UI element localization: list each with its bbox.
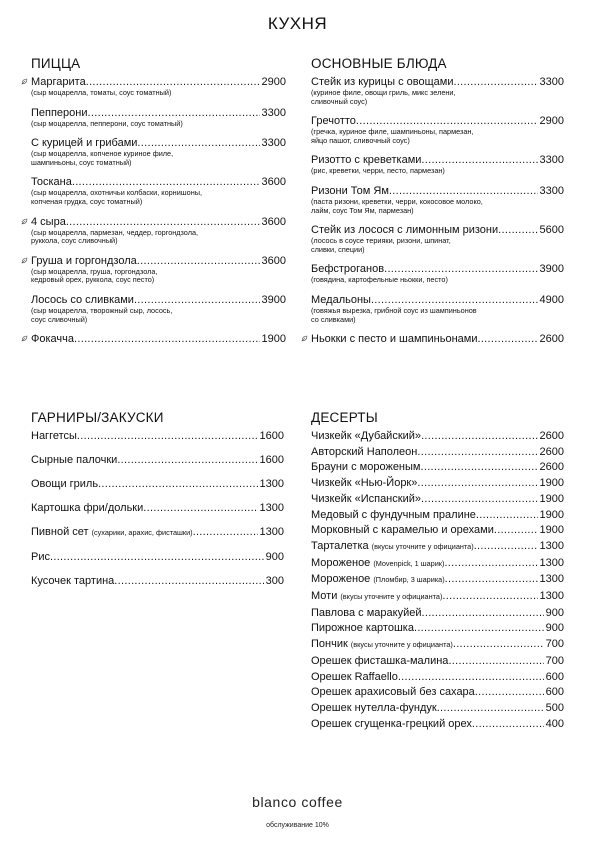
menu-item-name: С курицей и грибами	[31, 137, 138, 150]
dot-leader	[371, 293, 538, 307]
menu-item-row	[31, 75, 286, 89]
menu-item-row	[31, 215, 286, 229]
dot-leader	[98, 477, 257, 491]
menu-item-description: шампиньоны, соус томатный)	[31, 157, 132, 167]
menu-item	[311, 572, 564, 587]
menu-item-description: (сыр моцарелла, охотничьи колбаски, корнишоны,	[31, 188, 202, 198]
menu-item	[311, 685, 564, 699]
menu-item-row	[31, 254, 286, 268]
menu-item-row	[311, 332, 564, 346]
section-pizza	[31, 56, 286, 354]
menu-item-price: 3600	[261, 215, 286, 228]
menu-item-note: (Movenpick, 1 шарик)	[373, 558, 445, 568]
menu-item-row	[31, 477, 284, 491]
dot-leader	[472, 717, 544, 731]
dot-leader	[143, 501, 257, 515]
menu-item-description: (говядина, картофельные ньокки, песто)	[311, 275, 448, 285]
dot-leader	[437, 701, 544, 715]
menu-item-price: 3300	[539, 154, 564, 167]
menu-item	[31, 106, 286, 129]
menu-item-description: соус сливочный)	[31, 314, 88, 324]
menu-item-name: Фокачча	[31, 333, 74, 346]
menu-item-row	[31, 332, 286, 346]
menu-item-price: 1900	[539, 524, 564, 537]
menu-item-price: 2600	[539, 430, 564, 442]
menu-item-description: сливочный соус)	[311, 96, 368, 106]
menu-item	[31, 429, 284, 443]
menu-item-price: 3900	[539, 263, 564, 276]
menu-item-price: 900	[265, 551, 284, 563]
menu-item-price: 1300	[539, 556, 564, 569]
menu-item-name: Кусочек тартина	[31, 575, 115, 587]
dot-leader	[494, 523, 538, 537]
menu-item-name: Чизкейк «Испанский»	[311, 492, 421, 505]
menu-item-price: 700	[545, 654, 564, 667]
menu-item-price: 3600	[261, 176, 286, 189]
dot-leader	[50, 550, 264, 564]
menu-item-row	[311, 223, 564, 237]
dot-leader	[414, 621, 544, 635]
dot-leader	[442, 589, 537, 603]
dot-leader	[421, 492, 538, 506]
menu-item	[31, 574, 284, 588]
page-title: КУХНЯ	[267, 14, 328, 33]
menu-item	[311, 153, 564, 176]
menu-item-price: 1300	[259, 526, 284, 538]
menu-item-price: 2900	[261, 76, 286, 88]
menu-item-name: Лосось со сливками	[31, 293, 134, 306]
leaf-icon	[21, 335, 28, 342]
dot-leader	[474, 539, 538, 553]
menu-item-name: Чизкейк «Дубайский»	[311, 430, 422, 442]
menu-item-price: 1300	[259, 478, 284, 490]
menu-item	[31, 477, 284, 491]
menu-item-row	[311, 262, 564, 276]
menu-item-name: Гречотто	[311, 115, 356, 128]
menu-item-row	[31, 574, 284, 588]
menu-item	[31, 525, 284, 540]
menu-item-row	[311, 460, 564, 474]
menu-item-name: Павлова с маракуйей	[311, 606, 422, 619]
menu-item	[311, 75, 564, 106]
section-sides	[31, 410, 284, 598]
menu-item	[31, 501, 284, 515]
dot-leader	[421, 429, 537, 443]
menu-item-name: Пончик	[311, 638, 348, 651]
menu-item-description: (куриное филе, овощи гриль, микс зелени,	[311, 88, 456, 97]
menu-item-row	[31, 106, 286, 120]
menu-item-row	[31, 453, 284, 467]
menu-item	[311, 539, 564, 554]
menu-item-row	[311, 606, 564, 620]
menu-item-description: (паста ризони, креветки, черри, кокосовое молоко,	[311, 196, 483, 206]
menu-item-note: (вкусы уточните у официанта)	[340, 592, 443, 602]
menu-item-name: Маргарита	[31, 76, 86, 88]
menu-item-description: руккола, соус сливочный)	[31, 236, 118, 246]
menu-item-name: Брауни с мороженым	[311, 461, 421, 474]
menu-item-price: 2600	[539, 461, 564, 474]
dot-leader	[66, 215, 260, 229]
dot-leader	[417, 445, 537, 459]
leaf-icon	[21, 257, 28, 264]
menu-item-name: Орешек фисташка-малина	[311, 654, 449, 667]
menu-item	[31, 215, 286, 246]
dot-leader	[384, 262, 537, 276]
section-title-desserts: ДЕСЕРТЫ	[311, 410, 378, 425]
menu-item-description: (сыр моцарелла, груша, горгондзола,	[31, 266, 158, 276]
menu-item-price: 2600	[539, 445, 564, 458]
section-desserts	[311, 410, 564, 732]
menu-item-name: Ризотто с креветками	[311, 154, 422, 167]
menu-item-name: Тарталетка	[311, 539, 369, 552]
menu-item-description: кедровый орех, руккола, соус песто)	[31, 275, 155, 285]
menu-item-price: 1900	[539, 477, 564, 490]
menu-item-row	[311, 293, 564, 307]
dot-leader	[421, 153, 537, 167]
menu-item	[311, 670, 564, 684]
menu-item	[311, 589, 564, 604]
menu-item-name: Ризони Том Ям	[311, 184, 389, 197]
menu-item-price: 400	[545, 717, 564, 730]
menu-item-price: 1300	[539, 590, 564, 603]
menu-item	[311, 223, 564, 254]
menu-item-row	[311, 654, 564, 668]
menu-item-price: 900	[545, 622, 564, 635]
dot-leader	[477, 332, 537, 346]
menu-item	[311, 523, 564, 537]
dot-leader	[417, 476, 537, 490]
menu-item-price: 3600	[261, 254, 286, 267]
menu-item-row	[311, 539, 564, 554]
menu-item-description: (лосось в соусе терияки, ризони, шпинат,	[311, 236, 451, 246]
menu-item-description: (сыр моцарелла, творожный сыр, лосось,	[31, 305, 173, 315]
dot-leader	[114, 574, 263, 588]
dot-leader	[398, 670, 544, 684]
menu-item-row	[311, 637, 564, 652]
menu-item-row	[311, 508, 564, 522]
menu-item	[31, 175, 286, 206]
menu-item-description: со сливками)	[311, 314, 356, 324]
menu-item-description: копченая грудка, соус томатный)	[31, 196, 143, 206]
menu-item-name: Медальоны	[311, 293, 371, 306]
menu-item-price: 5600	[539, 224, 564, 237]
menu-item-name: Ньокки с песто и шампиньонами	[311, 333, 478, 346]
menu-item-row	[311, 670, 564, 684]
menu-item-row	[311, 445, 564, 459]
menu-item	[311, 654, 564, 668]
menu-item-name: Овощи гриль	[31, 478, 99, 490]
menu-item-row	[311, 114, 564, 128]
menu-item-description: (сыр моцарелла, пармезан, чеддер, горгондзола,	[31, 227, 199, 237]
menu-item-name: Чизкейк «Нью-Йорк»	[311, 477, 418, 490]
menu-item-row	[31, 293, 286, 307]
dot-leader	[453, 637, 544, 651]
menu-item-note: (вкусы уточните у официанта)	[371, 541, 474, 551]
menu-item	[311, 476, 564, 490]
menu-item-price: 900	[545, 606, 564, 619]
menu-item	[311, 262, 564, 285]
menu-item-row	[31, 175, 286, 189]
dot-leader	[420, 460, 537, 474]
menu-item-price: 3300	[261, 106, 286, 119]
menu-item-name: Тоскана	[31, 176, 72, 189]
menu-item-name: Пирожное картошка	[311, 622, 414, 635]
menu-item-note: (вкусы уточните у официанта)	[350, 640, 453, 650]
dot-leader	[476, 508, 538, 522]
menu-item-name: Авторский Наполеон	[311, 445, 418, 458]
menu-item-row	[311, 621, 564, 635]
menu-item	[311, 184, 564, 215]
menu-item-description: (сыр моцарелла, томаты, соус томатный)	[31, 88, 172, 97]
menu-item-row	[31, 429, 284, 443]
section-main-dishes	[311, 56, 564, 354]
menu-item	[31, 332, 286, 346]
menu-item-name: Стейк из лосося с лимонным ризони	[311, 224, 499, 237]
menu-item-name: Моти	[311, 590, 338, 603]
menu-item-price: 3300	[261, 137, 286, 150]
dot-leader	[74, 332, 260, 346]
leaf-icon	[21, 218, 28, 225]
menu-item-note: (сухарики, арахис, фисташки)	[91, 528, 193, 537]
dot-leader	[88, 106, 260, 120]
menu-item-name: Мороженое	[311, 573, 371, 586]
dot-leader	[134, 293, 260, 307]
menu-item-name: Медовый с фундучным пралине	[311, 508, 476, 521]
menu-item-price: 600	[545, 686, 564, 699]
menu-item-description: яйцо пашот, сливочный соус)	[311, 135, 410, 145]
leaf-icon	[301, 335, 308, 342]
menu-item-price: 700	[545, 638, 564, 651]
menu-item	[311, 621, 564, 635]
dot-leader	[72, 175, 260, 189]
leaf-icon	[21, 78, 28, 85]
menu-item-row	[311, 184, 564, 198]
menu-item	[311, 717, 564, 731]
menu-item	[311, 492, 564, 506]
menu-item-row	[311, 492, 564, 506]
menu-item	[311, 429, 564, 443]
dot-leader	[498, 223, 537, 237]
menu-item-row	[31, 501, 284, 515]
dot-leader	[453, 75, 537, 89]
menu-item-name: Орешек нутелла-фундук	[311, 701, 437, 714]
dot-leader	[389, 184, 538, 198]
menu-item	[311, 332, 564, 346]
dot-leader	[421, 606, 543, 620]
service-charge-note: обслуживание 10%	[266, 822, 329, 829]
menu-item-description: (гречка, куриное филе, шампиньоны, пармезан,	[311, 127, 474, 137]
menu-item-price: 4900	[539, 293, 564, 306]
menu-item-name: Мороженое	[311, 556, 371, 569]
menu-item-row	[31, 550, 284, 564]
menu-item-price: 2900	[539, 115, 564, 128]
dot-leader	[86, 75, 260, 89]
menu-item-note: (Пломбир, 3 шарика)	[373, 575, 445, 585]
menu-item-row	[311, 153, 564, 167]
menu-item	[311, 508, 564, 522]
menu-item-name: Орешек арахисовый без сахара	[311, 686, 475, 699]
menu-item-price: 1600	[259, 430, 284, 442]
dot-leader	[77, 429, 258, 443]
menu-item-name: Орешек Raffaello	[311, 670, 398, 683]
menu-item-price: 1300	[259, 502, 284, 514]
menu-item-price: 2600	[539, 333, 564, 346]
menu-item	[311, 637, 564, 652]
menu-item-name: 4 сыра	[31, 215, 66, 228]
menu-item-row	[311, 572, 564, 587]
menu-item-name: Груша и горгондзола	[31, 254, 137, 267]
menu-item-row	[31, 525, 284, 540]
menu-item	[31, 254, 286, 285]
dot-leader	[445, 572, 538, 586]
menu-item-price: 1300	[539, 539, 564, 552]
section-title-main-dishes: ОСНОВНЫЕ БЛЮДА	[311, 56, 447, 71]
dot-leader	[448, 654, 543, 668]
dot-leader	[193, 525, 258, 539]
menu-item	[311, 606, 564, 620]
menu-item-name: Пепперони	[31, 106, 88, 119]
menu-item-price: 3900	[261, 293, 286, 306]
menu-item-description: лайм, соус Том Ям, пармезан)	[311, 205, 414, 215]
menu-item-name: Орешек сгущенка-грецкий орех	[311, 717, 472, 730]
menu-item-description: (сыр моцарелла, пепперони, соус томатный)	[31, 118, 183, 128]
menu-item-price: 1900	[261, 333, 286, 346]
menu-item	[31, 293, 286, 324]
menu-item-row	[311, 476, 564, 490]
menu-item-row	[311, 589, 564, 604]
menu-item-price: 1300	[539, 573, 564, 586]
dot-leader	[137, 136, 259, 150]
menu-item-price: 300	[265, 575, 284, 587]
menu-item-name: Бефстроганов	[311, 263, 385, 276]
menu-item-description: сливки, специи)	[311, 244, 365, 254]
menu-item-row	[311, 556, 564, 571]
menu-item-price: 1900	[539, 508, 564, 521]
menu-item-row	[311, 429, 564, 443]
menu-item-description: (говяжья вырезка, грибной соус из шампиньонов	[311, 305, 477, 315]
menu-item	[311, 293, 564, 324]
dot-leader	[117, 453, 257, 467]
menu-item-row	[311, 75, 564, 89]
menu-item	[31, 550, 284, 564]
menu-item-name: Рис	[31, 551, 50, 563]
menu-item	[311, 460, 564, 474]
menu-item	[311, 701, 564, 715]
menu-item-row	[311, 701, 564, 715]
dot-leader	[356, 114, 538, 128]
menu-item-name: Картошка фри/дольки	[31, 502, 144, 514]
menu-item	[31, 453, 284, 467]
section-title-pizza: ПИЦЦА	[31, 56, 81, 71]
dot-leader	[475, 685, 544, 699]
menu-item	[311, 556, 564, 571]
section-title-sides: ГАРНИРЫ/ЗАКУСКИ	[31, 410, 164, 425]
dot-leader	[137, 254, 260, 268]
menu-item	[31, 75, 286, 98]
menu-item-name: Морковный с карамелью и орехами	[311, 524, 494, 537]
menu-item-name: Пивной сет	[31, 526, 89, 538]
menu-item-name: Сырные палочки	[31, 454, 118, 466]
menu-item-price: 600	[545, 670, 564, 683]
menu-item-price: 1600	[259, 454, 284, 466]
menu-item-name: Наггетсы	[31, 430, 77, 442]
menu-item-row	[311, 685, 564, 699]
menu-item-name: Стейк из курицы с овощами	[311, 76, 454, 88]
brand-logo-text: blanco coffee	[252, 794, 343, 810]
menu-item	[31, 136, 286, 167]
menu-item	[311, 445, 564, 459]
menu-item-price: 1900	[539, 492, 564, 505]
menu-item-row	[311, 717, 564, 731]
menu-item-price: 500	[545, 701, 564, 714]
menu-item-price: 3300	[539, 184, 564, 197]
menu-item-price: 3300	[539, 76, 564, 88]
menu-item-row	[31, 136, 286, 150]
menu-item-description: (сыр моцарелла, копченое куриное филе,	[31, 149, 174, 159]
menu-item-description: (рис, креветки, черри, песто, пармезан)	[311, 166, 445, 176]
dot-leader	[444, 556, 537, 570]
menu-item	[311, 114, 564, 145]
menu-item-row	[311, 523, 564, 537]
